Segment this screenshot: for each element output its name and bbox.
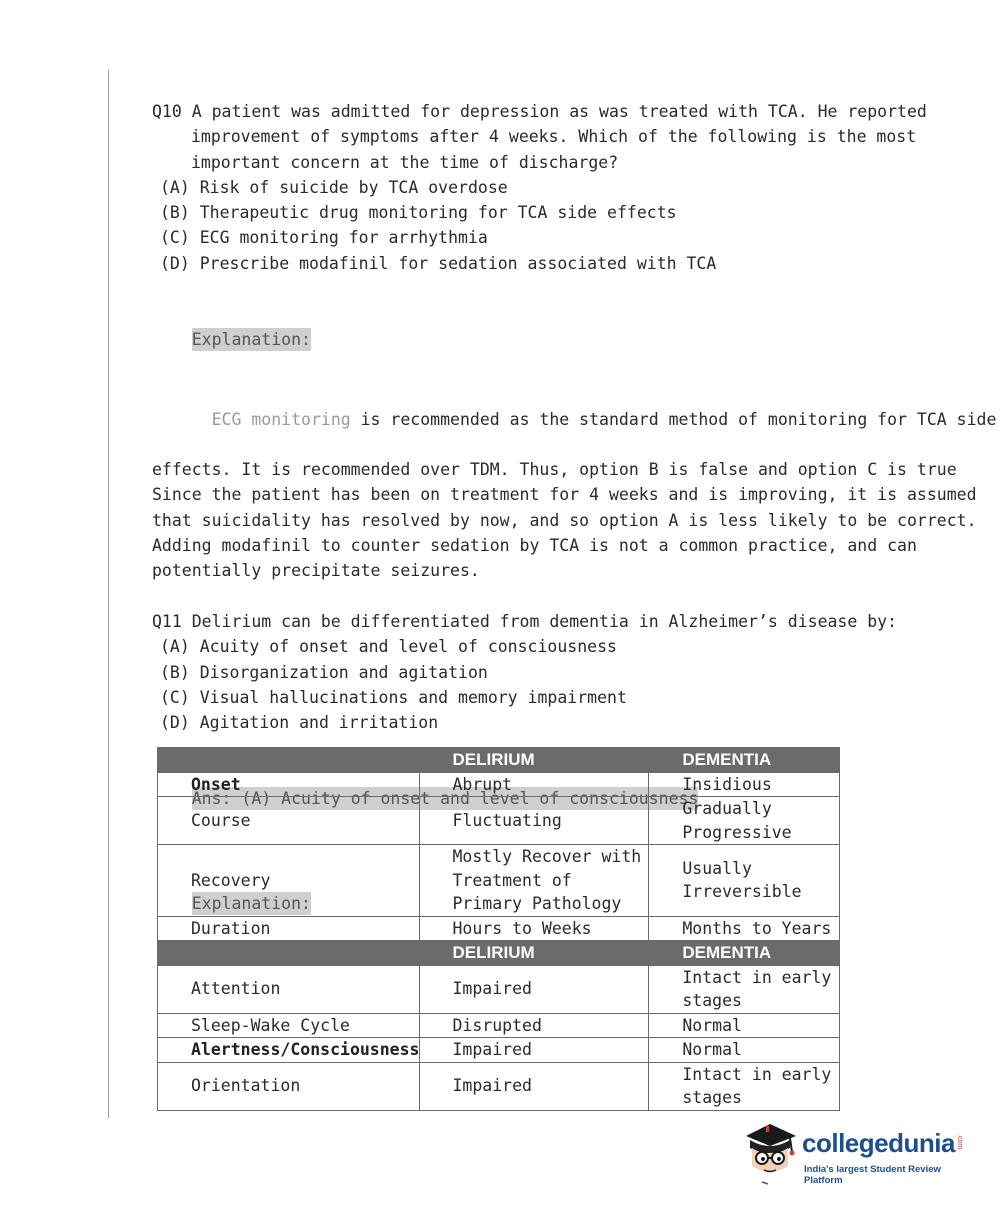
- ecg-monitoring-link[interactable]: ECG monitoring: [211, 409, 351, 429]
- page-margin-line: [108, 70, 109, 1118]
- row-label: Onset: [158, 772, 420, 797]
- explanation-text: is recommended as the standard method of monitoring for TCA side: [350, 409, 997, 429]
- question-text-line: Q11 Delirium can be differentiated from dementia in Alzheimer’s disease by:: [152, 611, 898, 631]
- explanation-label: Explanation:: [191, 329, 311, 349]
- table-row: [158, 845, 840, 917]
- dementia-cell: Usually Irreversible: [649, 845, 840, 917]
- row-label: Duration: [158, 916, 420, 941]
- header-cell: [158, 748, 420, 773]
- dementia-cell: Normal: [649, 1038, 840, 1063]
- header-cell: [158, 941, 420, 966]
- option-c: (C) Visual hallucinations and memory impairment: [160, 687, 627, 707]
- dementia-cell: Months to Years: [649, 916, 840, 941]
- row-label: Recovery: [158, 845, 420, 917]
- option-a: (A) Risk of suicide by TCA overdose: [160, 177, 508, 197]
- dementia-cell: Intact in early stages: [649, 965, 840, 1013]
- answer-highlight: Ans: (A) Acuity of onset and level of consciousness: [191, 789, 699, 809]
- dementia-cell: Intact in early stages: [649, 1062, 840, 1110]
- delirium-cell: Disrupted: [420, 1013, 649, 1038]
- dementia-cell: Insidious: [649, 772, 840, 797]
- option-d: (D) Prescribe modafinil for sedation associated with TCA: [160, 253, 717, 273]
- explanation-line: Adding modafinil to counter sedation by TCA is not a common practice, and can: [152, 536, 917, 556]
- option-a: (A) Acuity of onset and level of consciousness: [160, 637, 617, 657]
- option-b: (B) Therapeutic drug monitoring for TCA side effects: [160, 203, 677, 223]
- table-row: [158, 797, 840, 845]
- explanation-line: effects. It is recommended over TDM. Thus, option B is false and option C is true: [152, 460, 957, 480]
- explanation-line: potentially precipitate seizures.: [152, 561, 480, 581]
- header-cell: DELIRIUM: [420, 748, 649, 773]
- table-row: [158, 772, 840, 797]
- header-cell: DEMENTIA: [649, 941, 840, 966]
- header-cell: DEMENTIA: [649, 748, 840, 773]
- option-b: (B) Disorganization and agitation: [160, 662, 488, 682]
- row-label: Orientation: [158, 1062, 420, 1110]
- q10-explanation: [152, 381, 997, 583]
- explanation-label: Explanation:: [191, 894, 311, 914]
- delirium-cell: Hours to Weeks: [420, 916, 649, 941]
- logo-dotcom: .com: [956, 1134, 963, 1150]
- logo-tagline: India's largest Student Review Platform: [804, 1164, 941, 1186]
- delirium-cell: Fluctuating: [420, 797, 649, 845]
- delirium-dementia-table: [157, 747, 840, 1111]
- table-row: [158, 1062, 840, 1110]
- collegedunia-logo[interactable]: [742, 1118, 972, 1188]
- delirium-cell: Impaired: [420, 1062, 649, 1110]
- table-row: [158, 965, 840, 1013]
- dementia-cell: Gradually Progressive: [649, 797, 840, 845]
- explanation-line: that suicidality has resolved by now, and so option A is less likely to be correct.: [152, 510, 977, 530]
- table-header-row: [158, 748, 840, 773]
- table-row: [158, 1013, 840, 1038]
- table-row: [158, 1038, 840, 1063]
- table-header-row: [158, 941, 840, 966]
- q10-explanation-heading: [152, 301, 932, 377]
- delirium-cell: Impaired: [420, 965, 649, 1013]
- header-cell: DELIRIUM: [420, 941, 649, 966]
- option-c: (C) ECG monitoring for arrhythmia: [160, 228, 488, 248]
- question-10: [152, 99, 932, 276]
- delirium-cell: Abrupt: [420, 772, 649, 797]
- option-d: (D) Agitation and irritation: [160, 713, 439, 733]
- row-label: Alertness/Consciousness: [158, 1038, 420, 1063]
- question-text-line: Q10 A patient was admitted for depression as was treated with TCA. He reported: [152, 102, 927, 121]
- logo-wordmark: collegedunia: [802, 1128, 955, 1158]
- table-row: [158, 916, 840, 941]
- question-text-line: important concern at the time of discharge?: [191, 152, 619, 172]
- dementia-cell: Normal: [649, 1013, 840, 1038]
- delirium-cell: Impaired: [420, 1038, 649, 1063]
- row-label: Sleep-Wake Cycle: [158, 1013, 420, 1038]
- question-11: [152, 609, 932, 735]
- graduate-cap-mascot-icon: [742, 1118, 802, 1188]
- question-text-line: improvement of symptoms after 4 weeks. Which of the following is the most: [191, 127, 917, 147]
- explanation-line: Since the patient has been on treatment for 4 weeks and is improving, it is assumed: [152, 485, 977, 505]
- delirium-cell: Mostly Recover with Treatment of Primary Pathology: [420, 845, 649, 917]
- row-label: Attention: [158, 965, 420, 1013]
- row-label: Course: [158, 797, 420, 845]
